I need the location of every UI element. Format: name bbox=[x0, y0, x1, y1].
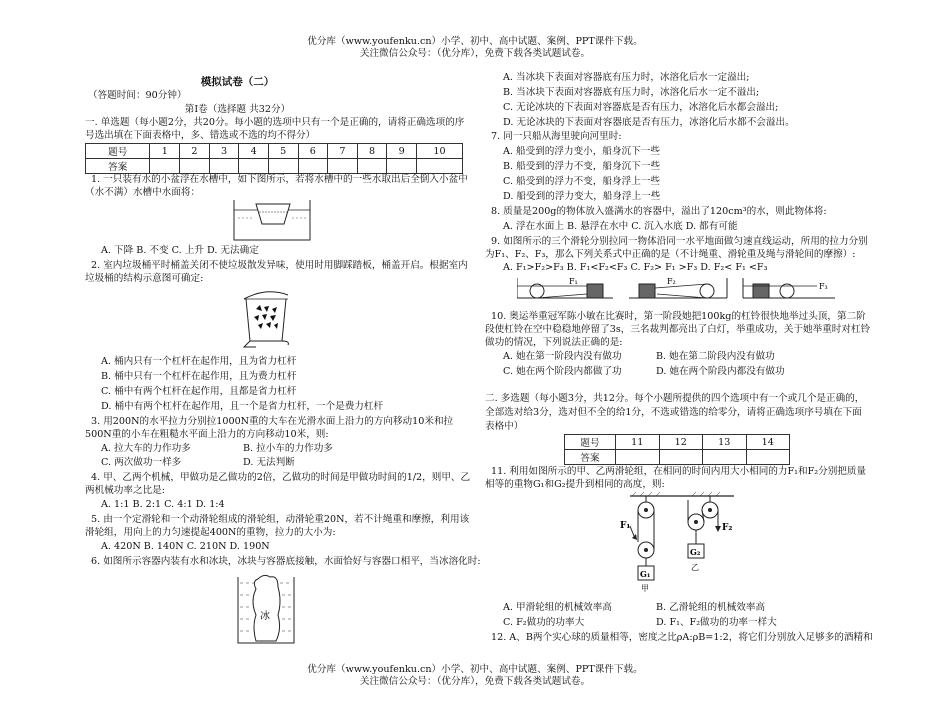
table-row bbox=[86, 159, 463, 174]
answer-cell[interactable] bbox=[616, 450, 660, 465]
q10-line-1: 10. 奥运举重冠军陈小敏在比赛时，第一阶段她把100kg的杠铃很快地举过头顶，第二阶 bbox=[491, 311, 866, 322]
table-cell: 12 bbox=[659, 435, 703, 450]
answer-cell[interactable] bbox=[209, 159, 239, 174]
q1-line-1: 1. 一只装有水的小盆浮在水槽中，如下图所示，若将水槽中的一些水取出后全倒入小盆中 bbox=[91, 174, 468, 185]
q3-line-1: 3. 用200N的水平拉力分别拉1000N重的大车在光滑水面上沿力的方向移动10米和拉 bbox=[91, 416, 454, 427]
single-answer-table bbox=[85, 143, 463, 174]
table-cell: 9 bbox=[387, 144, 417, 159]
q3-option-a: A. 拉大车的力作功多 bbox=[101, 443, 191, 454]
q9-f2-label: F₂ bbox=[667, 277, 676, 286]
table-cell: 1 bbox=[150, 144, 180, 159]
q11-option-d: D. F₁、F₂做功的功率一样大 bbox=[656, 617, 777, 628]
q1-figure bbox=[232, 198, 312, 242]
q4-line-1: 4. 甲、乙两个机械，甲做功是乙做功的2倍，乙做功的时间是甲做功时间的1/2，则甲、乙 bbox=[91, 472, 471, 483]
q2-option-b: B. 桶中只有一个杠杆在起作用，且为费力杠杆 bbox=[101, 371, 297, 382]
q11-g2-label: G₂ bbox=[690, 547, 701, 557]
q11-option-c: C. F₂做功的功率大 bbox=[503, 617, 585, 628]
q10-option-a: A. 她在第一阶段内没有做功 bbox=[503, 351, 622, 362]
table-cell: 14 bbox=[746, 435, 790, 450]
q7-option-c: C. 船受到的浮力不变，船身浮上一些 bbox=[503, 176, 661, 187]
q6-option-c: C. 无论冰块的下表面对容器底是否有压力，冰溶化后水都会溢出; bbox=[503, 102, 779, 113]
table-row bbox=[565, 435, 790, 450]
q10-option-c: C. 她在两个阶段内都做了功 bbox=[503, 366, 622, 377]
answer-cell[interactable] bbox=[703, 450, 747, 465]
answer-cell[interactable] bbox=[659, 450, 703, 465]
q4-line-2: 两机械功率之比是: bbox=[85, 485, 165, 496]
q11-jia-label: 甲 bbox=[641, 584, 649, 592]
q11-f2-label: F₂ bbox=[722, 523, 733, 533]
table-cell: 4 bbox=[239, 144, 269, 159]
q5-options: A. 420N B. 140N C. 210N D. 190N bbox=[101, 541, 270, 552]
q11-f1-label: F₁ bbox=[620, 521, 631, 531]
q9-f1-label: F₁ bbox=[569, 277, 578, 286]
table-cell: 题号 bbox=[86, 144, 150, 159]
answer-cell[interactable] bbox=[180, 159, 210, 174]
multi-intro-1: 二. 多选题（每小题3分，共12分。每个小题所提供的四个选项中有一个或几个是正确的， bbox=[485, 393, 865, 404]
table-cell: 3 bbox=[209, 144, 239, 159]
table-cell: 13 bbox=[703, 435, 747, 450]
paper-title: 模拟试卷（二） bbox=[200, 76, 275, 88]
single-intro-2: 号选出填在下面表格中，多、错选或不选的均不得分） bbox=[85, 130, 316, 141]
q6-figure-label: 冰 bbox=[260, 611, 270, 622]
q3-option-c: C. 两次做功一样多 bbox=[101, 457, 182, 468]
q4-options: A. 1:1 B. 2:1 C. 4:1 D. 1:4 bbox=[101, 499, 225, 510]
answer-cell[interactable] bbox=[357, 159, 387, 174]
q11-option-a: A. 甲滑轮组的机械效率高 bbox=[503, 602, 612, 613]
q2-figure bbox=[236, 285, 296, 353]
q9-options: A. F₁>F₂>F₃ B. F₁<F₂<F₃ C. F₂> F₁ >F₃ D. F₂< F₁ <F₃ bbox=[503, 262, 768, 273]
q11-line-1: 11. 利用如图所示的甲、乙两滑轮组，在相同的时间内用大小相同的力F₁和F₂分别把质量 bbox=[491, 466, 867, 477]
table-cell: 2 bbox=[180, 144, 210, 159]
table-cell: 答案 bbox=[565, 450, 616, 465]
q3-option-b: B. 拉小车的力作功多 bbox=[243, 443, 333, 454]
q11-figure bbox=[610, 492, 750, 592]
exam-time: （答题时间：90分钟） bbox=[88, 90, 187, 101]
table-cell: 5 bbox=[268, 144, 298, 159]
q7-option-a: A. 船受到的浮力变小，船身沉下一些 bbox=[503, 146, 660, 157]
answer-cell[interactable] bbox=[387, 159, 417, 174]
q6-line-1: 6. 如图所示容器内装有水和冰块，冰块与容器底接触，水面恰好与容器口相平，当冰溶化时: bbox=[91, 556, 481, 567]
table-cell: 题号 bbox=[565, 435, 616, 450]
q1-options: A. 下降 B. 不变 C. 上升 D. 无法确定 bbox=[101, 245, 259, 256]
q11-line-2: 相等的重物G₁和G₂提升到相同的高度，则: bbox=[485, 479, 665, 490]
q11-g1-label: G₁ bbox=[640, 569, 651, 579]
q10-line-3: 做功的情况，下列说法正确的是: bbox=[485, 337, 623, 348]
answer-cell[interactable] bbox=[239, 159, 269, 174]
answer-cell[interactable] bbox=[268, 159, 298, 174]
header-line-1: 优分库（www.youfenku.cn）小学、初中、高中试题、案例、PPT课件下载。 bbox=[307, 36, 643, 47]
footer-line-2: 关注微信公众号：（优分库），免费下载各类试题试卷。 bbox=[359, 676, 591, 687]
q2-option-d: D. 桶中有两个杠杆在起作用，且一个是省力杠杆，一个是费力杠杆 bbox=[101, 401, 384, 412]
q9-line-1: 9. 如图所示的三个滑轮分别拉同一物体沿同一水平地面做匀速直线运动，所用的拉力分别 bbox=[491, 236, 868, 247]
q2-line-1: 2. 室内垃圾桶平时桶盖关闭不使垃圾散发异味，使用时用脚踩踏板，桶盖开启。根据室内 bbox=[91, 260, 468, 271]
q5-line-2: 滑轮组，用向上的力匀速提起400N的重物，拉力的大小为: bbox=[85, 527, 336, 538]
q11-option-b: B. 乙滑轮组的机械效率高 bbox=[656, 602, 766, 613]
q10-option-b: B. 她在第二阶段内没有做功 bbox=[656, 351, 775, 362]
answer-cell[interactable] bbox=[328, 159, 358, 174]
answer-cell[interactable] bbox=[150, 159, 180, 174]
q2-option-a: A. 桶内只有一个杠杆在起作用，且为省力杠杆 bbox=[101, 356, 297, 367]
q3-line-2: 500N重的小车在粗糙水平面上沿力的方向移动10米，则: bbox=[85, 429, 329, 440]
single-intro-1: 一. 单选题（每小题2分，共20分。每小题的选项中只有一个是正确的，请将正确选项的序 bbox=[85, 117, 465, 128]
header-line-2: 关注微信公众号：（优分库），免费下载各类试题试卷。 bbox=[359, 48, 591, 59]
q12-line-1: 12. A、B两个实心球的质量相等，密度之比ρA:ρB=1:2，将它们分别放入足够多的酒精和 bbox=[491, 632, 873, 643]
q7-option-d: D. 船受到的浮力变大，船身浮上一些 bbox=[503, 191, 661, 202]
part-heading: 第Ⅰ卷（选择题 共32分） bbox=[184, 104, 291, 115]
q10-option-d: D. 她在两个阶段内都没有做功 bbox=[656, 366, 785, 377]
q7-stem: 7. 同一只船从海里驶向河里时: bbox=[491, 131, 622, 142]
table-cell: 答案 bbox=[86, 159, 150, 174]
q7-option-b: B. 船受到的浮力不变，船身沉下一些 bbox=[503, 161, 661, 172]
q9-line-2: 为F₁、F₂、F₃，那么下列关系式中正确的是（不计绳重、滑轮重及绳与滑轮间的摩擦）: bbox=[485, 249, 856, 260]
table-row bbox=[86, 144, 463, 159]
q5-line-1: 5. 由一个定滑轮和一个动滑轮组成的滑轮组，动滑轮重20N，若不计绳重和摩擦，利用该 bbox=[91, 514, 470, 525]
q11-yi-label: 乙 bbox=[691, 563, 699, 572]
table-row bbox=[565, 450, 790, 465]
multi-intro-3: 表格中） bbox=[485, 421, 524, 432]
answer-cell[interactable] bbox=[416, 159, 462, 174]
q6-figure bbox=[234, 571, 298, 647]
table-cell: 7 bbox=[328, 144, 358, 159]
q6-option-b: B. 当冰块下表面对容器底有压力时，冰溶化后水一定不溢出; bbox=[503, 87, 760, 98]
q6-option-d: D. 无论冰块的下表面对容器底是否有压力，冰溶化后水都不会溢出。 bbox=[503, 117, 795, 128]
table-cell: 11 bbox=[616, 435, 660, 450]
q2-option-c: C. 桶中有两个杠杆在起作用，且都是省力杠杆 bbox=[101, 386, 297, 397]
q6-option-a: A. 当冰块下表面对容器底有压力时，冰溶化后水一定溢出; bbox=[503, 72, 750, 83]
q9-f3-label: F₃ bbox=[819, 282, 828, 291]
q2-line-2: 垃圾桶的结构示意图可确定: bbox=[85, 273, 204, 284]
q8-options: A. 浮在水面上 B. 悬浮在水中 C. 沉入水底 D. 都有可能 bbox=[503, 221, 738, 232]
table-cell: 6 bbox=[298, 144, 328, 159]
q10-line-2: 段使杠铃在空中稳稳地停留了3s，三名裁判都亮出了白灯，举重成功，关于她举重时对杠铃 bbox=[485, 324, 871, 335]
answer-cell[interactable] bbox=[298, 159, 328, 174]
q3-option-d: D. 无法判断 bbox=[243, 457, 295, 468]
table-cell: 8 bbox=[357, 144, 387, 159]
table-cell: 10 bbox=[416, 144, 462, 159]
multi-intro-2: 全部选对给3分，选对但不全的给1分，不选或错选的给零分，请将正确选项序号填在下面 bbox=[485, 407, 862, 418]
q1-line-2: （水不满）水槽中水面将： bbox=[85, 187, 201, 198]
q9-figure bbox=[517, 276, 837, 306]
answer-cell[interactable] bbox=[746, 450, 790, 465]
footer-line-1: 优分库（www.youfenku.cn）小学、初中、高中试题、案例、PPT课件下载。 bbox=[307, 664, 643, 675]
q8-stem: 8. 质量是200g的物体放入盛满水的容器中，溢出了120cm³的水，则此物体将: bbox=[491, 206, 827, 217]
multi-answer-table bbox=[564, 434, 790, 465]
